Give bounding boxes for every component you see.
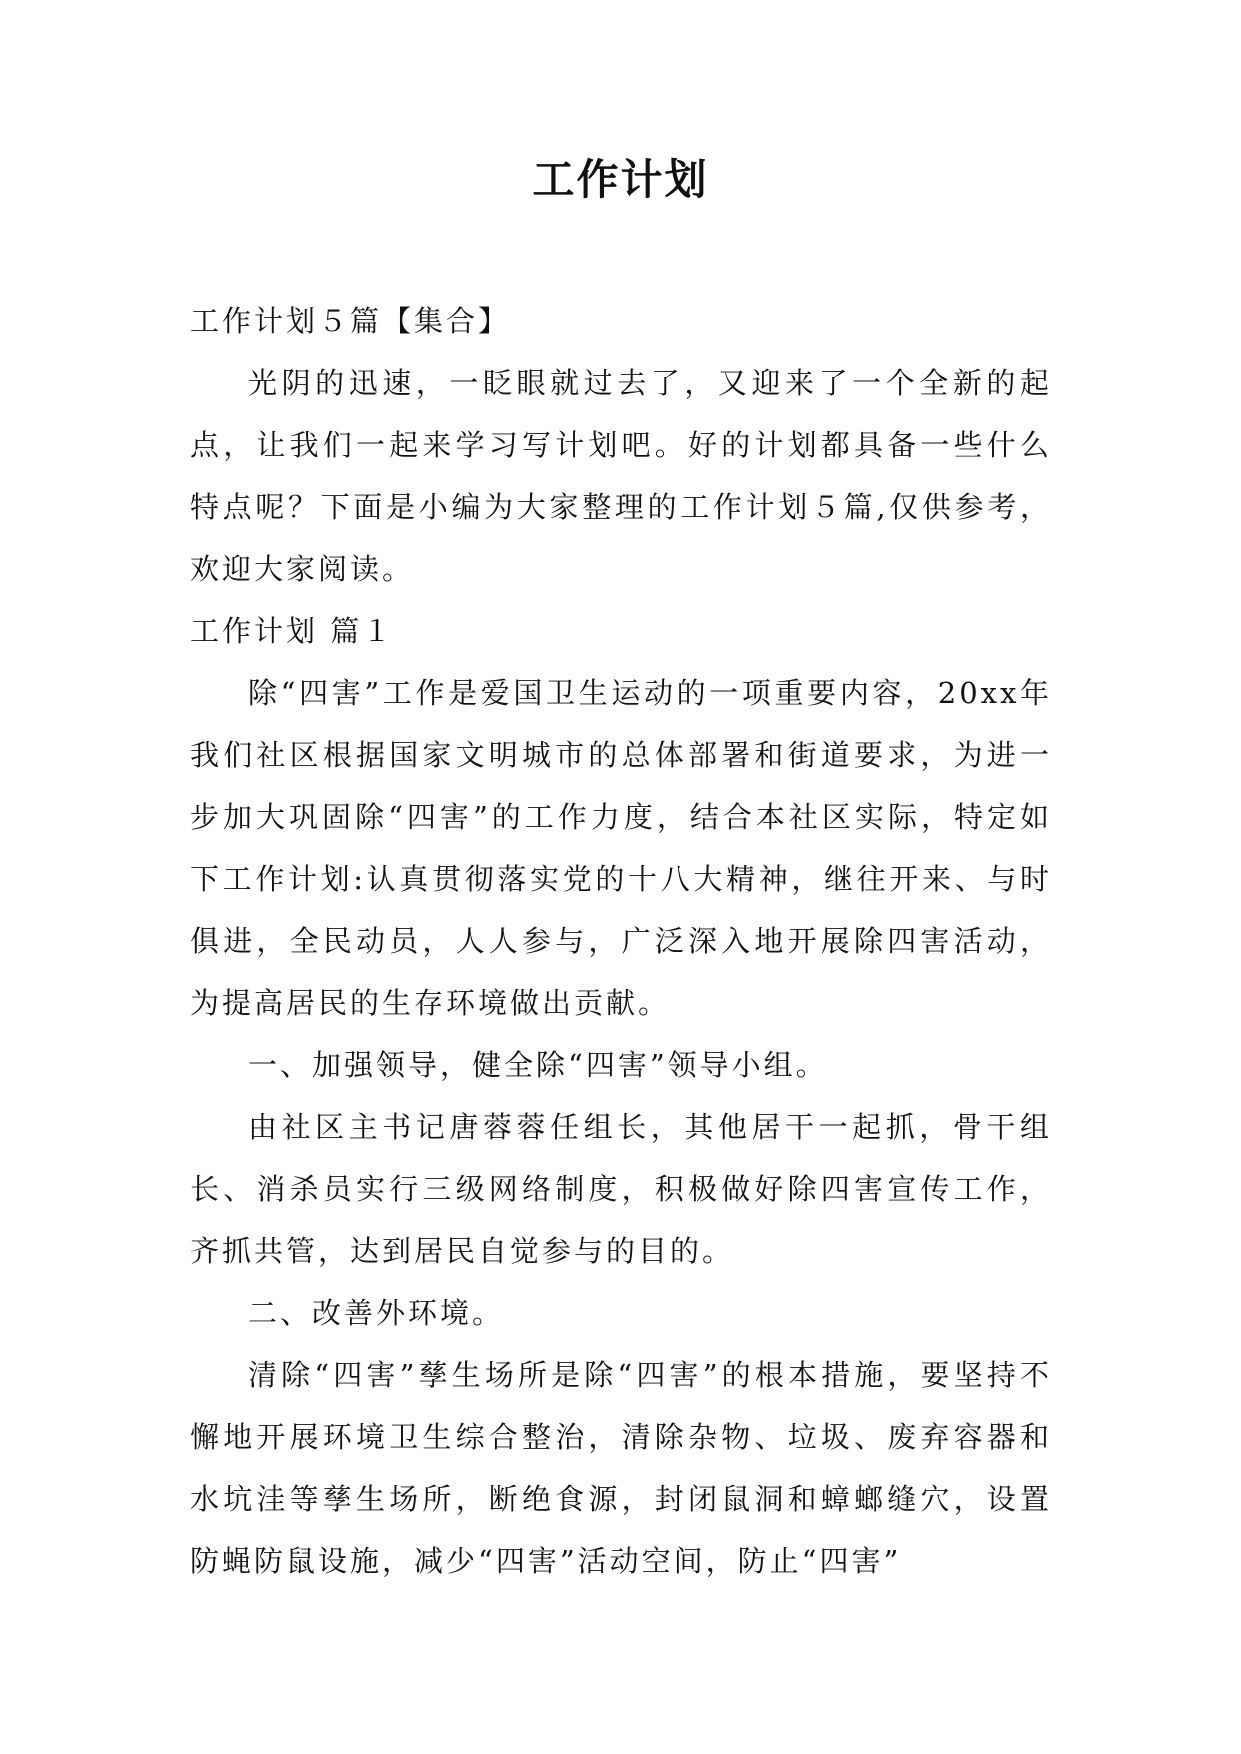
document-subtitle: 工作计划５篇【集合】: [190, 304, 511, 338]
body-paragraph: 由社区主书记唐蓉蓉任组长，其他居干一起抓，骨干组长、消杀员实行三级网络制度，积极做好除四害宣传工作，齐抓共管，达到居民自觉参与的目的。: [190, 1110, 1052, 1268]
body-paragraph: 清除“四害”孳生场所是除“四害”的根本措施，要坚持不懈地开展环境卫生综合整治，清除杂物、垃圾、废弃容器和水坑洼等孳生场所，断绝食源，封闭鼠洞和蟑螂缝穴，设置防蝇防鼠设施，减少“四害”活动空间，防止“四害”: [190, 1358, 1052, 1578]
document-body: [190, 290, 1052, 1592]
document-title: 工作计划: [532, 155, 709, 204]
section-heading: 工作计划 篇１: [190, 614, 395, 648]
body-paragraph: 一、加强领导，健全除“四害”领导小组。: [248, 1048, 828, 1082]
intro-paragraph: 光阴的迅速，一眨眼就过去了，又迎来了一个全新的起点，让我们一起来学习写计划吧。好的计划都具备一些什么特点呢？下面是小编为大家整理的工作计划５篇,仅供参考，欢迎大家阅读。: [190, 366, 1052, 586]
body-paragraph: 二、改善外环境。: [248, 1296, 505, 1330]
body-paragraph: 除“四害”工作是爱国卫生运动的一项重要内容，20xx年我们社区根据国家文明城市的总体部署和街道要求，为进一步加大巩固除“四害”的工作力度，结合本社区实际，特定如下工作计划:认真贯彻落实党的十八大精神，继往开来、与时俱进，全民动员，人人参与，广泛深入地开展除四害活动，为提高居民的生存环境做出贡献。: [190, 676, 1052, 1020]
